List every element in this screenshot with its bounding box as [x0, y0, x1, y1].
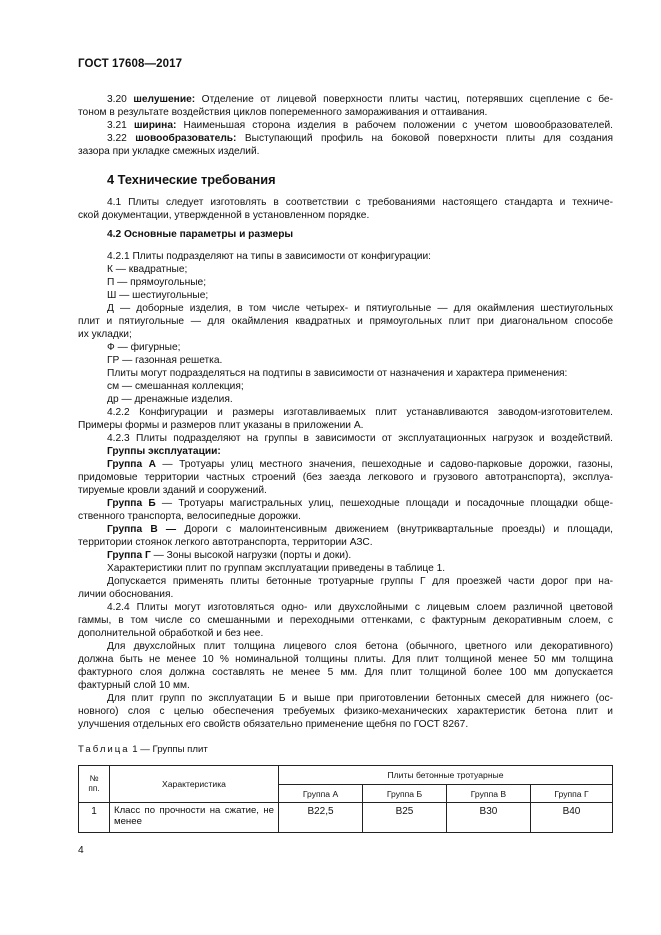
group-header: Группа Б [363, 785, 447, 803]
para-4-1-line1: 4.1 Плиты следует изготовлять в соответствии с требованиями настоящего стандарта и техниче- [107, 197, 613, 208]
col-group-header: Плиты бетонные тротуарные [279, 766, 613, 785]
body-line: Ш — шестиугольные; [107, 290, 209, 301]
col-char-header: Характеристика [110, 766, 279, 803]
subsection-title: 4.2 Основные параметры и размеры [107, 229, 294, 240]
table-caption: Таблица 1 — Группы плит [78, 744, 208, 755]
group-header: Группа В [446, 785, 530, 803]
body-line: др — дренажные изделия. [107, 394, 233, 405]
page-number: 4 [78, 845, 84, 856]
body-line: 4.2.3 Плиты подразделяют на группы в зависимости от эксплуатационных нагрузок и воздействий. [107, 433, 613, 444]
body-line: гаммы, в том числе со смешанными и переходными оттенками, с фактурным декоративным слоем, с [78, 615, 613, 626]
body-line: 4.2.2 Конфигурации и размеры изготавливаемых плит устанавливаются заводом-изготовителем. [107, 407, 613, 418]
body-line: К — квадратные; [107, 264, 188, 275]
body-line: дополнительной обработкой и без нее. [78, 628, 264, 639]
group-b-line1: Группа Б — Тротуары магистральных улиц, пешеходные площади и посадочные площадки обще- [107, 498, 613, 509]
body-line: Для двухслойных плит толщина лицевого слоя бетона (обычного, цветного или декоративного) [107, 641, 613, 652]
body-line: Примеры формы и размеров плит указаны в приложении А. [78, 420, 364, 431]
def-3-22-line2: зазора при укладке смежных изделий. [78, 146, 260, 157]
document-code: ГОСТ 17608—2017 [78, 58, 183, 70]
row-value: B40 [530, 803, 612, 833]
def-3-20-line1: 3.20 шелушение: Отделение от лицевой поверхности плиты частиц, потерявших сцепление с бе- [107, 94, 613, 105]
row-characteristic: Класс по прочности на сжатие, не менее [110, 803, 279, 833]
group-header: Группа А [279, 785, 363, 803]
col-num-header: № пп. [79, 766, 110, 803]
body-line: Плиты могут подразделяться на подтипы в зависимости от назначения и характера применения: [107, 368, 568, 379]
body-line: придомовые территории частных строений (без заезда легкового и грузового автотранспорта), эксплуа- [78, 472, 613, 483]
body-line: Характеристики плит по группам эксплуатации приведены в таблице 1. [107, 563, 446, 574]
body-line: личии обоснования. [78, 589, 174, 600]
body-line: Допускается применять плиты бетонные тротуарные группы Г для проезжей части дорог при на- [107, 576, 613, 587]
body-line: Д — доборные изделия, в том числе четырех- и пятиугольные — для окаймления шестиугольных [107, 303, 613, 314]
body-line: П — прямоугольные; [107, 277, 207, 288]
group-v-line1: Группа В — Дороги с малоинтенсивным движением (внутриквартальные проезды) и площади, [107, 524, 613, 535]
body-line: фактурного слоя должна составлять не менее 5 мм. Для плит толщиной более 100 мм допускается [78, 667, 613, 678]
groups-table [78, 765, 613, 833]
body-line: 4.2.4 Плиты могут изготовляться одно- или двухслойными с лицевым слоем различной цветовой [107, 602, 613, 613]
body-line: 4.2.1 Плиты подразделяют на типы в зависимости от конфигурации: [107, 251, 431, 262]
row-value: B30 [446, 803, 530, 833]
body-line: плит и пятиугольные — для окаймления квадратных и прямоугольных плит при диагональном способе [78, 316, 613, 327]
groups-heading: Группы эксплуатации: [107, 446, 221, 457]
body-line: фактурный слой 10 мм. [78, 680, 190, 691]
row-value: B22,5 [279, 803, 363, 833]
body-line: улучшения отдельных его свойств обязательно применение щебня по ГОСТ 8267. [78, 719, 469, 730]
group-a-line1: Группа А — Тротуары улиц местного значения, пешеходные и садово-парковые дорожки, газоны, [107, 459, 613, 470]
body-line: новного) слоя с целью обеспечения требуемых физико-механических характеристик бетона плит и [78, 706, 613, 717]
row-number: 1 [79, 803, 110, 833]
body-line: тируемые кровли зданий и сооружений. [78, 485, 267, 496]
body-line: ГР — газонная решетка. [107, 355, 223, 366]
body-line: должна быть не менее 10 % номинальной толщины плиты. Для плит толщиной менее 50 мм толщина [78, 654, 613, 665]
section-title: 4 Технические требования [107, 172, 276, 187]
group-header: Группа Г [530, 785, 612, 803]
row-value: B25 [363, 803, 447, 833]
body-line: Ф — фигурные; [107, 342, 181, 353]
body-line: территории стоянок легкого автотранспорта, территории АЗС. [78, 537, 373, 548]
body-line: ственного транспорта, велосипедные дорожки. [78, 511, 301, 522]
group-g-line: Группа Г — Зоны высокой нагрузки (порты и доки). [107, 550, 352, 561]
body-line: их укладки; [78, 329, 132, 340]
def-3-22-line1: 3.22 шовообразователь: Выступающий профиль на боковой поверхности плиты для создания [107, 133, 613, 144]
para-4-1-line2: ской документации, утвержденной в установленном порядке. [78, 210, 370, 221]
body-line: Для плит групп по эксплуатации Б и выше при приготовлении бетонных смесей для нижнего (ос- [107, 693, 613, 704]
def-3-21: 3.21 ширина: Наименьшая сторона изделия в рабочем положении с учетом шовообразователей. [107, 120, 613, 131]
def-3-20-line2: тоном в результате воздействия циклов попеременного замораживания и оттаивания. [78, 107, 488, 118]
body-line: см — смешанная коллекция; [107, 381, 244, 392]
